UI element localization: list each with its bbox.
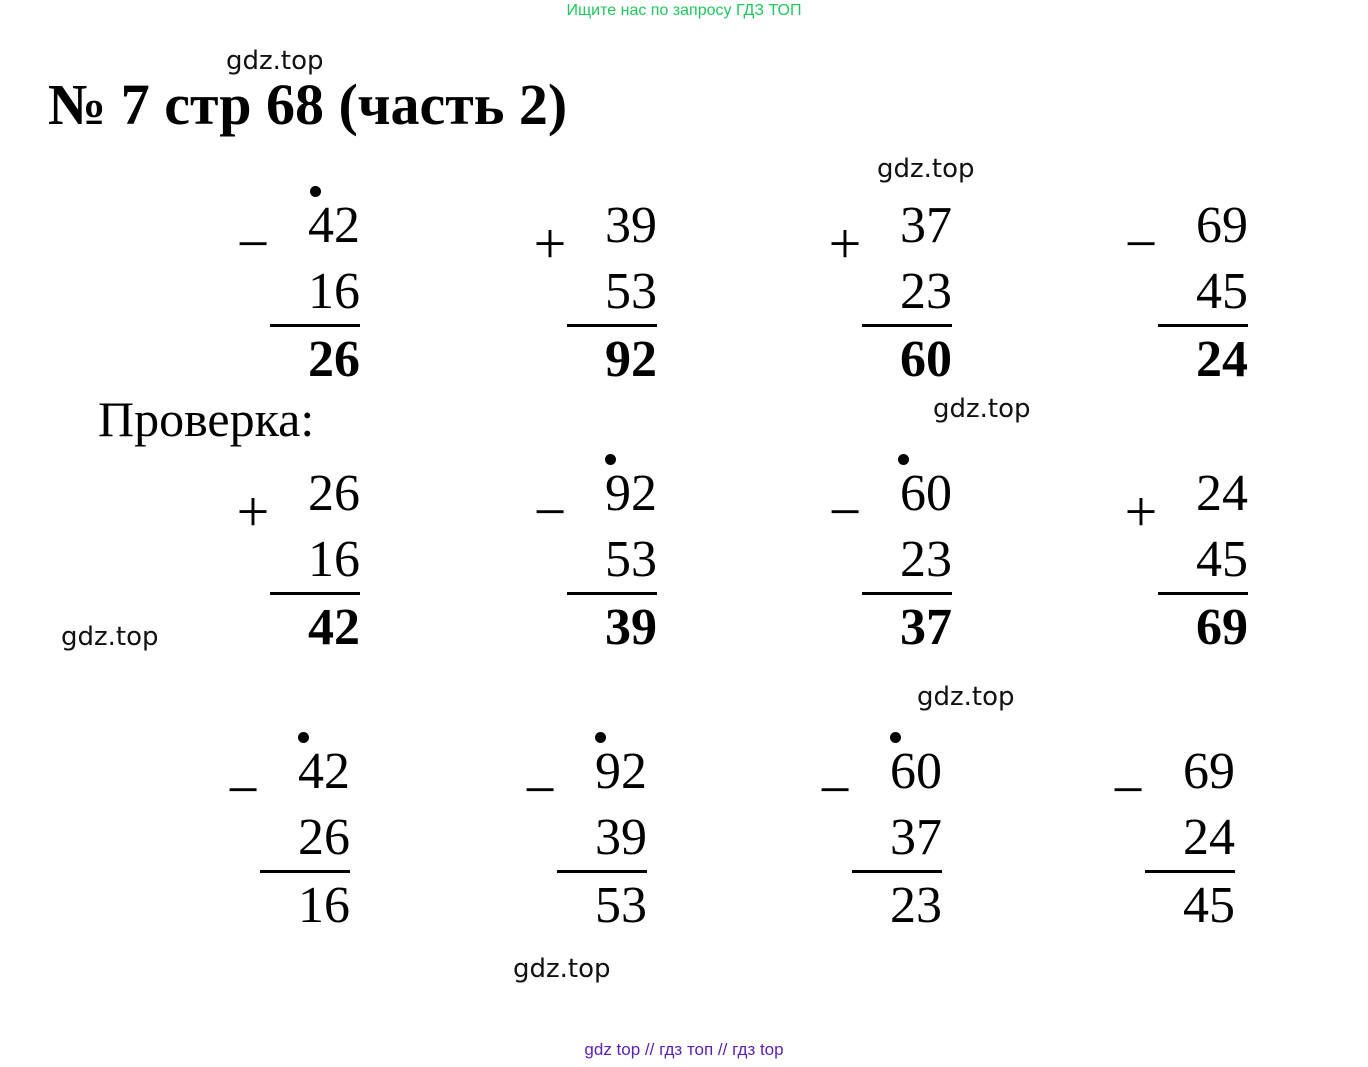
operand-2: 45 — [1196, 531, 1248, 588]
result-line — [1158, 592, 1248, 595]
operand-2: 24 — [1183, 809, 1235, 866]
operator: − — [1111, 757, 1145, 822]
check-problem-8 — [1105, 742, 1235, 952]
result: 42 — [308, 599, 360, 656]
result-line — [557, 870, 647, 873]
operator: − — [818, 757, 852, 822]
result: 24 — [1196, 331, 1248, 388]
footer-links[interactable]: gdz top // гдз топ // гдз top — [584, 1040, 784, 1059]
operand-2: 39 — [595, 809, 647, 866]
problem-2 — [527, 196, 657, 406]
operand-1: 42 — [308, 197, 360, 254]
page-title: № 7 стр 68 (часть 2) — [48, 72, 568, 137]
operand-2: 16 — [308, 263, 360, 320]
result: 23 — [890, 877, 942, 934]
result-line — [862, 324, 952, 327]
check-heading: Проверка: — [98, 391, 315, 447]
operand-1: 69 — [1196, 197, 1248, 254]
operand-1: 24 — [1196, 465, 1248, 522]
operator: + — [1124, 479, 1158, 544]
operand-2: 26 — [298, 809, 350, 866]
operator: + — [236, 479, 270, 544]
operand-1: 26 — [308, 465, 360, 522]
operand-2: 23 — [900, 263, 952, 320]
operator: − — [828, 479, 862, 544]
watermark: gdz.top — [933, 394, 1031, 424]
operator: + — [828, 211, 862, 276]
operand-2: 53 — [605, 531, 657, 588]
operand-1: 60 — [890, 743, 942, 800]
result: 69 — [1196, 599, 1248, 656]
result-line — [567, 324, 657, 327]
check-problem-6 — [517, 742, 647, 952]
watermark: gdz.top — [61, 622, 159, 652]
result: 45 — [1183, 877, 1235, 934]
result: 53 — [595, 877, 647, 934]
operand-1: 92 — [605, 465, 657, 522]
operand-1: 60 — [900, 465, 952, 522]
watermark: gdz.top — [877, 154, 975, 184]
operand-2: 37 — [890, 809, 942, 866]
problem-4 — [1118, 196, 1248, 406]
operand-2: 53 — [605, 263, 657, 320]
operator: − — [533, 479, 567, 544]
search-banner: Ищите нас по запросу ГДЗ ТОП — [566, 2, 802, 19]
operand-1: 37 — [900, 197, 952, 254]
result: 16 — [298, 877, 350, 934]
operator: − — [226, 757, 260, 822]
watermark: gdz.top — [917, 682, 1015, 712]
operand-2: 45 — [1196, 263, 1248, 320]
result-line — [270, 592, 360, 595]
check-problem-3 — [822, 464, 952, 674]
check-problem-1 — [230, 464, 360, 674]
operand-1: 69 — [1183, 743, 1235, 800]
result: 26 — [308, 331, 360, 388]
result: 39 — [605, 599, 657, 656]
operator: − — [1124, 211, 1158, 276]
check-problem-5 — [220, 742, 350, 952]
operand-1: 39 — [605, 197, 657, 254]
operand-1: 42 — [298, 743, 350, 800]
result: 92 — [605, 331, 657, 388]
result-line — [862, 592, 952, 595]
operator: − — [236, 211, 270, 276]
operator: + — [533, 211, 567, 276]
watermark: gdz.top — [513, 954, 611, 984]
result-line — [270, 324, 360, 327]
operator: − — [523, 757, 557, 822]
problem-1 — [230, 196, 360, 406]
result-line — [852, 870, 942, 873]
operand-2: 16 — [308, 531, 360, 588]
result: 37 — [900, 599, 952, 656]
check-problem-7 — [812, 742, 942, 952]
operand-1: 92 — [595, 743, 647, 800]
result-line — [1145, 870, 1235, 873]
result: 60 — [900, 331, 952, 388]
result-line — [260, 870, 350, 873]
result-line — [1158, 324, 1248, 327]
problem-3 — [822, 196, 952, 406]
check-problem-2 — [527, 464, 657, 674]
watermark: gdz.top — [226, 46, 324, 76]
check-problem-4 — [1118, 464, 1248, 674]
result-line — [567, 592, 657, 595]
operand-2: 23 — [900, 531, 952, 588]
